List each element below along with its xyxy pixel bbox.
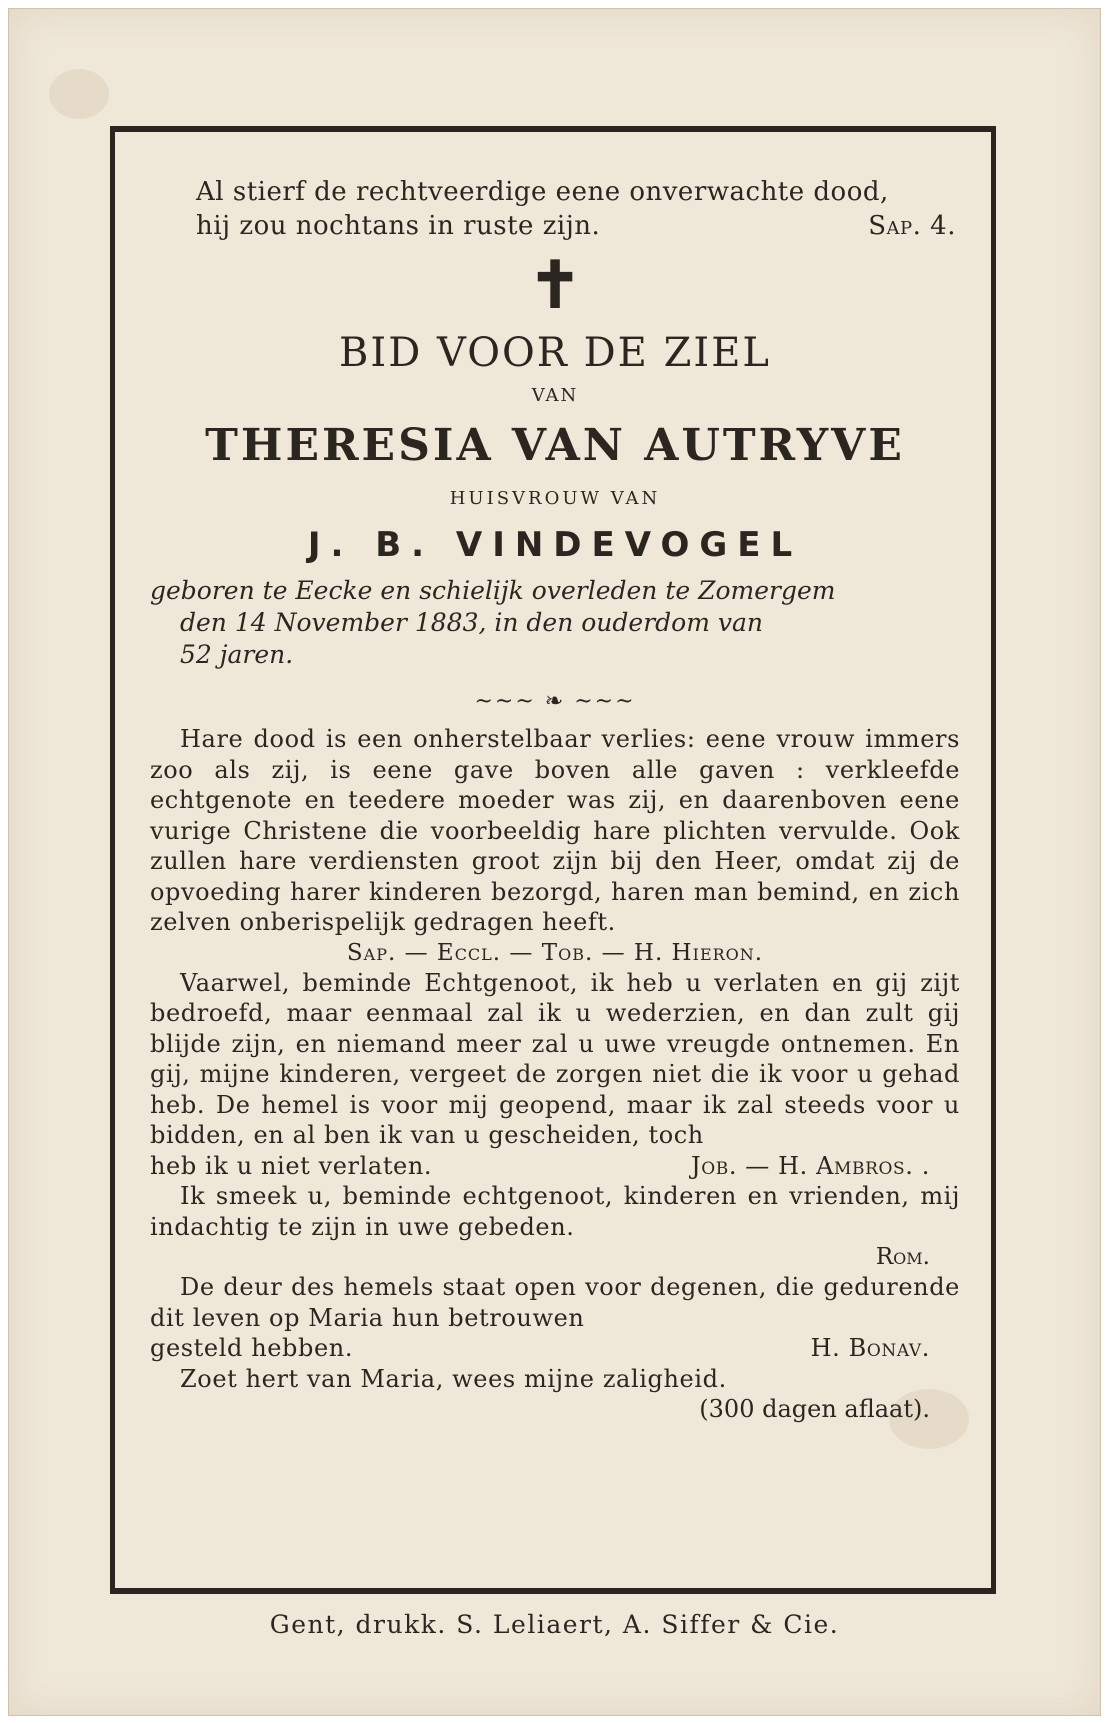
printer-imprint: Gent, drukk. S. Leliaert, A. Siffer & Cie.: [269, 1610, 840, 1639]
husband-name: J. B. VINDEVOGEL: [307, 525, 803, 565]
card-content: [150, 175, 960, 1424]
indulgence-note: (300 dagen aflaat).: [699, 1395, 930, 1423]
reference-3: Rom.: [875, 1244, 930, 1270]
motto-line-2: hij zou nochtans in ruste zijn.: [196, 211, 601, 241]
paragraph-3: Ik smeek u, beminde echtgenoot, kinderen en vrienden, mij indachtig te zijn in uwe gebeden.: [150, 1182, 960, 1241]
born-line-1: geboren te Eecke en schielijk overleden te Zomergem: [150, 576, 836, 605]
deceased-name: THERESIA VAN AUTRYVE: [205, 420, 905, 471]
van-label: VAN: [531, 385, 579, 406]
motto-reference: Sap. 4.: [868, 211, 956, 241]
paragraph-1: Hare dood is een onherstelbaar verlies: eene vrouw immers zoo als zij, is eene gave boven alle gaven : verkleefde echtgenote en teedere moeder was zij, en daarenboven eene vurige Christene die voorbeeldig hare plichten vervulde. Ook zullen hare verdiensten groot zijn bij den Heer, omdat zij de opvoeding harer kinderen bezorgd, haren man bemind, en zich zelven onberispelijk gedragen heeft.: [150, 725, 960, 936]
born-line-2: den 14 November 1883, in den ouderdom van: [180, 608, 763, 637]
birth-death-info: [150, 575, 960, 671]
reference-2: Job. — H. Ambros. .: [690, 1151, 930, 1180]
reference-1: Sap. — Eccl. — Tob. — H. Hieron.: [346, 939, 764, 966]
born-line-3: 52 jaren.: [180, 640, 294, 669]
paragraph-5: Zoet hert van Maria, wees mijne zaligheid.: [180, 1364, 727, 1393]
paragraph-2-last: heb ik u niet verlaten.: [150, 1151, 433, 1180]
motto: [196, 175, 960, 243]
reference-4: H. Bonav.: [810, 1334, 930, 1362]
spouse-label: HUISVROUW VAN: [449, 488, 661, 509]
paragraph-4: De deur des hemels staat open voor degenen, die gedurende dit leven op Maria hun betrouwen gesteld hebben. H. Bonav.: [150, 1273, 960, 1362]
stain: [49, 69, 109, 119]
cross-icon: ✝: [528, 248, 582, 323]
paragraph-2: Vaarwel, beminde Echtgenoot, ik heb u verlaten en gij zijt bedroefd, maar eenmaal zal ik u wederzien, en dan zult gij blijde zijn, en niemand meer zal u uwe vreugde ontnemen. En gij, mijne kinderen, vergeet de zorgen niet die ik voor u gehad heb. De hemel is voor mij geopend, maar ik zal steeds voor u bidden, en al ben ik van u gescheiden, toch heb ik u niet verlaten. Job. — H. Ambros. .: [150, 968, 960, 1180]
motto-line-1: Al stierf de rechtveerdige eene onverwachte dood,: [196, 177, 889, 207]
paragraph-4-last: gesteld hebben.: [150, 1334, 354, 1362]
heading-pray: BID VOOR DE ZIEL: [339, 330, 771, 376]
ornament-divider: ~~~ ❧ ~~~: [474, 689, 636, 714]
